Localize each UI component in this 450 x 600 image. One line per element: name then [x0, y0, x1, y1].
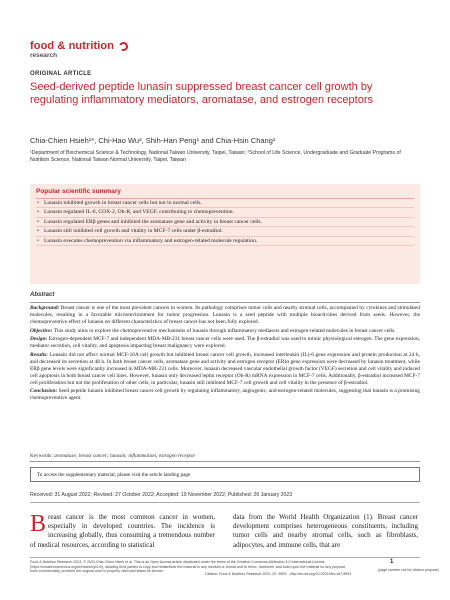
abstract-background: Background: Breast cancer is one of the most prevalent cancers in women. Its pathology comprises tumor cells and nearby stromal cells, accompanied by cytokines and stimulated molecules, resulting in a favorable microenvironment for tumor progression. Lunasin is a seed peptide with multiple bioactivities derived from seeds. However, the chemopreventive effect of lunasin on different characteristics of breast cancer has not been fully explored.: [30, 305, 420, 325]
keywords-label: Keywords:: [30, 453, 53, 459]
summary-list: [36, 198, 414, 246]
author-list: Chia-Chien Hsieh¹*, Chi-Hao Wu², Shih-Han Peng¹ and Chia-Hsin Chang¹: [30, 136, 276, 145]
article-title: Seed-derived peptide lunasin suppressed breast cancer cell growth by regulating inflammatory mediators, aromatase, and estrogen receptors: [30, 81, 374, 106]
abstract-divider: [30, 302, 420, 303]
page-number-note: (page number not for citation purpose): [378, 568, 440, 572]
body-column-left: [30, 513, 215, 550]
abstract-body: [30, 305, 420, 404]
page-number: 1: [390, 559, 394, 565]
journal-logo-icon: [118, 40, 130, 52]
summary-item: • Lunasin regulated IL-6, COX-2, Ob-R, and VEGF, contributing to chemoprevention.: [36, 208, 414, 217]
abstract-design: Design: Estrogen-dependent MCF-7 and independent MDA-MB-231 breast cancer cells were used. The β-estradiol was used to mimic physiological estrogen. The gene expression, mediator secretion, cell vitality, and apoptosis impacting breast malignancy were explored.: [30, 336, 420, 349]
article-type: ORIGINAL ARTICLE: [30, 71, 92, 77]
abstract-conclusion: Conclusion: Seed peptide lunasin inhibited breast cancer cell growth by regulating inflammatory, angiogenic, and estrogen-related molecules, suggesting that lunasin is a promising chemopreventive agent.: [30, 388, 420, 401]
license-notice: Food & Nutrition Research 2023. © 2023 Chia-Chien Hsieh et al. This is an Open Access article distributed under the terms of the Creative Commons Attribution 4.0 International License (https://creativecommons.org/licenses/by/4.0/), allowing third parties to copy and redistribute the material in any medium or format and to remix, transform, and build upon the material for any purpose, even commercially, provided the original work is properly cited and states its license.: [30, 560, 347, 574]
summary-item: • Lunasin executes chemoprevention via inflammatory and estrogen-related molecule regulation.: [36, 237, 414, 246]
drop-cap: B: [30, 511, 47, 537]
journal-name: food & nutrition: [30, 40, 115, 52]
affiliations: ¹Department of Biochemical Science & Technology, National Taiwan University, Taipei, Taiwan; ²School of Life Science, Undergraduate and Graduate Programs of Nutrition Science, National Taiwan Normal University, Taipei, Taiwan: [30, 150, 401, 163]
summary-item: • Lunasin regulated ERβ genes and inhibited the aromatase gene and activity in breast cancer cells.: [36, 218, 414, 227]
summary-item: • Lunasin inhibited growth in breast cancer cells but not in normal cells.: [36, 199, 414, 208]
body-text-left: reast cancer is the most common cancer in women, especially in developed countries. The incidence is increasing globally, thus consuming a tremendous number of medical resources, according to statistical: [30, 513, 215, 549]
keywords: [30, 453, 420, 459]
keywords-value: aromatase; breast cancer; lunasin; inflammation; estrogen receptor: [54, 453, 196, 459]
summary-heading: Popular scientific summary: [36, 188, 121, 195]
abstract-objective: Objective: This study aims to explore the chemopreventive mechanisms of lunasin through inflammatory mediators and estrogen-related molecules in breast cancer cells.: [30, 327, 396, 334]
abstract-results: Results: Lunasin did not affect normal MCF-10A cell growth but inhibited breast cancer cell growth, increased interleukin (IL)-6 gene expression and protein production at 24 h, and decreased its secretion at 48 h. In both breast cancer cells, aromatase gene and activity and estrogen receptor (ER)α gene expression were decreased by lunasin treatment, while ERβ gene levels were significantly increased in MDA-MB-231 cells. Moreover, lunasin decreased vascular endothelial growth factor (VEGF) secretion and cell vitality and induced cell apoptosis in both breast cancer cell lines. However, lunasin only decreased leptin receptor (Ob-R) mRNA expression in MCF-7 cells. Additionally, β-estradiol increased MCF-7 cell proliferation but not the proliferation of other cells; in particular, lunasin still inhibited MCF-7 cell growth and cell vitality in the presence of β-estradiol.: [30, 351, 420, 386]
body-column-right: [233, 513, 418, 550]
publication-dates: Received: 31 August 2022; Revised: 27 October 2022; Accepted: 19 November 2022; Published: 26 January 2023: [30, 492, 293, 498]
keywords-divider: [30, 461, 420, 462]
footer-divider: [30, 557, 420, 558]
dates-divider: [30, 502, 420, 503]
summary-item: • Lunasin still inhibited cell growth and vitality in MCF-7 cells under β-estradiol.: [36, 227, 414, 236]
popular-summary-box: [30, 184, 420, 284]
abstract-heading: Abstract: [30, 292, 55, 298]
journal-masthead: [30, 40, 128, 59]
supplementary-link[interactable]: To access the supplementary material, please visit the article landing page: [30, 467, 420, 482]
body-text-right: data from the World Health Organization (1). Breast cancer development comprises heterogeneous constituents, including tumor cells and nearby stromal cells, such as fibroblasts, adipocytes, and immune cells, that are: [233, 513, 418, 549]
journal-subtitle: research: [30, 52, 58, 59]
citation: Citation: Food & Nutrition Research 2023. 67: 8993 - http://dx.doi.org/10.29219/fnr.v67.8993: [205, 572, 352, 576]
